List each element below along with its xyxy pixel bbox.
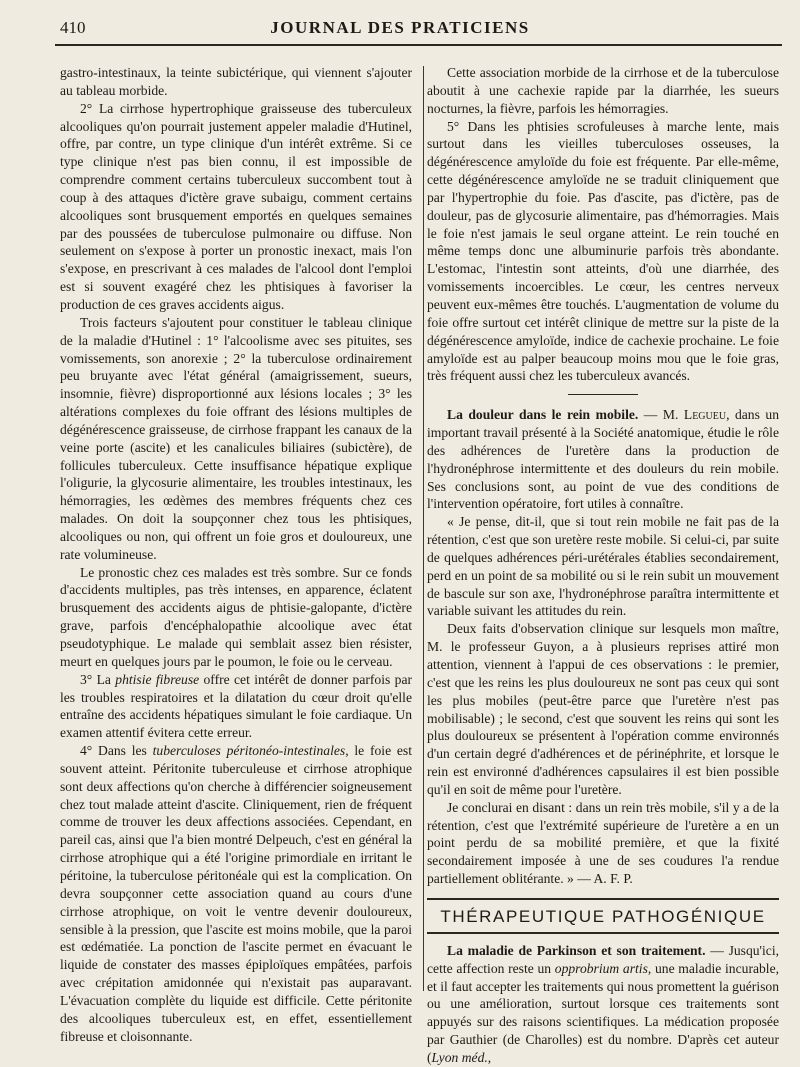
header-rule <box>55 44 782 46</box>
text-run: , <box>487 1049 492 1065</box>
text-run: 3° La <box>80 671 116 687</box>
italic-term: Lyon méd. <box>431 1049 488 1065</box>
article-title: La maladie de Parkinson et son traitement. <box>447 942 706 958</box>
right-column <box>427 64 779 1067</box>
text-run: , dans un important travail présenté à la Société anatomique, étudie le rôle des adhérences de l'uretère dans la production de l'hydronéphrose intermittente et des douleurs du rein mobile. Ses conclusions sont, au point de vue des conditions de l'intervention opératoire, fort utiles à connaître. <box>427 407 779 512</box>
quote-paragraph: Deux faits d'observation clinique sur lesquels mon maître, M. le professeur Guyon, a à plusieurs reprises attiré mon attention, viennent à l'appui de ces observations : le premier, c'est que les reins les plus douloureux ne sont pas ceux qui sont les plus mobiles (peut-être parce que l'uretère n'est pas mobilisable) ; le second, c'est que souvent les reins qui sont les plus douloureux se présentent à l'opération comme environnés d'un certain degré d'adhérences et de périnéphrite, et lorsque le rein est environné d'adhérences capsulaires il est bien possible qu'il en soit de même pour l'uretère. <box>427 621 779 797</box>
italic-term: phtisie fibreuse <box>115 671 200 687</box>
quote-paragraph: « Je pense, dit-il, que si tout rein mobile ne fait pas de la rétention, c'est que son uretère reste mobile. Si celui-ci, par suite de quelques adhérences péri-urétérales établies secondairement, perd en un point de sa mobilité ou si le rein subit un mouvement de bascule sur son axe, l'hydronéphrose paraîtra intermittente et variable suivant les attitudes du rein. <box>427 514 779 619</box>
page-number: 410 <box>60 18 86 37</box>
left-column <box>60 64 412 1045</box>
article-title: La douleur dans le rein mobile. <box>447 407 639 423</box>
text-run: , le foie est souvent atteint. Péritonite tuberculeuse et cirrhose atrophique sont deux affections qu'on cherche à différencier soigneusement chez tout malade atteint d'ascite. Cliniquement, rien de fréquent comme de trouver les deux affections associées. Cependant, en pareil cas, ainsi que l'a bien montré Delpeuch, c'est en général la cirrhose atrophique qui a été l'origine primordiale en irritant le péritoine, la tuberculose péritonéale qui est la complication. On devra soupçonner cette association quand au cours d'une cirrhose atrophique, on voit le ventre devenir douloureux, sensible à la pression, que l'ascite est moins mobile, que la paroi est œdématiée. La ponction de l'ascite permet en évacuant le liquide de constater des masses épiploïques empâtées, parfois avec crépitation amidonnée qui n'existait pas auparavant. L'évacuation complète du liquide est difficile. Cette péritonite des alcooliques tuberculeux est, en effet, essentiellement fibreuse et cloisonnante. <box>60 743 412 1044</box>
section-heading: THÉRAPEUTIQUE PATHOGÉNIQUE <box>440 906 766 926</box>
author-name: Legueu <box>683 407 727 423</box>
italic-term: opprobrium artis <box>554 960 648 976</box>
italic-term: tuberculoses péritonéo-intestinales <box>152 743 346 759</box>
paragraph: Trois facteurs s'ajoutent pour constituer le tableau clinique de la maladie d'Hutinel : 1° l'alcoolisme avec ses pituites, ses vomissements, son anorexie ; 2° la tuberculose ordinairement peu bruyante avec l'état général (amaigrissement, sueurs, insomnie, fièvre) disproportionné aux lésions locales ; 3° les altérations complexes du foie offrant des lésions multiples de dégénérescence graisseuse, de cirrhose frappant les canaux de la veine porte (ascite) et les canalicules biliaires (subictère), de follicules tuberculeux. Cette insuffisance hépatique explique l'oligurie, la glycosurie alimentaire, les troubles intestinaux, les hémorragies, les œdèmes des membres fréquents chez ces malades. On doit la soupçonner chez tous les phtisiques, alcooliques ou non, qui offrent un foie gros et douloureux, une rate volumineuse. <box>60 314 412 562</box>
paragraph <box>60 671 412 742</box>
text-run: offre cet intérêt de donner parfois par les troubles respiratoires et la dilatation du cœur droit qu'elle entraîne des accidents hépatiques simulant le foie cardiaque. Un examen attentif évitera cette erreur. <box>60 671 412 741</box>
text-run: 4° Dans les <box>80 743 153 759</box>
quote-paragraph: Je conclurai en disant : dans un rein très mobile, s'il y a de la rétention, c'est que l'extrémité supérieure de l'uretère a en un point perdu de sa mobilité première, et que la fixité secondairement imposée à une de ses coudures l'a rendue partiellement oblitérante. » — A. F. P. <box>427 799 779 887</box>
paragraph: Cette association morbide de la cirrhose et de la tuberculose aboutit à une cachexie rapide par la diarrhée, les sueurs nocturnes, la fièvre, parfois les hémorragies. <box>427 65 779 116</box>
paragraph <box>60 742 412 1045</box>
heading-rule-top <box>427 898 779 900</box>
heading-rule-bottom <box>427 932 779 934</box>
journal-title: JOURNAL DES PRATICIENS <box>270 18 530 37</box>
section-separator <box>568 394 638 395</box>
column-divider <box>423 66 424 991</box>
paragraph: gastro-intestinaux, la teinte subictérique, qui viennent s'ajouter au tableau morbide. <box>60 65 412 98</box>
page-header <box>0 0 800 50</box>
paragraph: 2° La cirrhose hypertrophique graisseuse des tuberculeux alcooliques qu'on pourrait justement appeler maladie d'Hutinel, offre, par contre, un type clinique d'un intérêt extrême. Si ce type clinique n'est pas bien connu, il est impossible de comprendre comment certains tuberculeux succombent tout à coup à des attaques d'ictère grave subaigu, comment certains alcooliques sont brusquement emportés en quelques semaines par des poussées de tuberculose pulmonaire ou diffuse. Non seulement on s'expose à porter un pronostic inexact, mais l'on s'expose, en prescrivant à ces malades de l'alcool dont l'emploi est si souvent exagéré chez les phtisiques à favoriser la production de ces graves accidents aigus. <box>60 100 412 312</box>
paragraph: Le pronostic chez ces malades est très sombre. Sur ce fonds d'accidents multiples, pas très intenses, en apparence, éclatent brusquement des accidents aigus de phtisie-galopante, d'ictère grave, parfois d'encéphalopathie alcoolique avec état pseudotyphique. Le malade qui semblait assez bien résister, meurt en quelques jours par le poumon, le foie ou le cerveau. <box>60 564 412 669</box>
paragraph: 5° Dans les phtisies scrofuleuses à marche lente, mais surtout dans les vieilles tuberculoses osseuses, la dégénérescence amyloïde du foie est fréquente. Par elle-même, cette dégénérescence amyloïde ne se traduit cliniquement que par l'hypertrophie du foie. Pas d'ascite, pas d'ictère, pas de douleur, pas de glycosurie alimentaire, pas d'hémorragies. Mais le foie n'est jamais le seul organe atteint. Le rein touché en même temps donc une albuminurie parfois très abondante. L'estomac, l'intestin sont atteints, d'où une diarrhée, des vomissements incoercibles. Le cœur, les centres nerveux peuvent eux-mêmes être touchés. L'augmentation de volume du foie offre surtout cet intérêt clinique de mettre sur la piste de la dégénérescence amyloïde, indice de cachexie prochaine. Le foie amyloïde est au palper beaucoup moins mou que le foie gras, très fréquent aussi chez les tuberculeux avancés. <box>427 118 779 384</box>
text-run: , une maladie incurable, et il faut accepter les traitements qui nous promettent la guérison ou une amélioration, surtout lorsque ces traitements sont appuyés sur des raisons scientifiques. La médication proposée par Gauthier (de Charolles) est du nombre. D'après cet auteur ( <box>427 960 780 1065</box>
text-run: — M. <box>638 407 684 423</box>
text-run: — Jusqu'ici, cette affection reste un <box>427 942 779 976</box>
article-paragraph <box>427 406 779 513</box>
